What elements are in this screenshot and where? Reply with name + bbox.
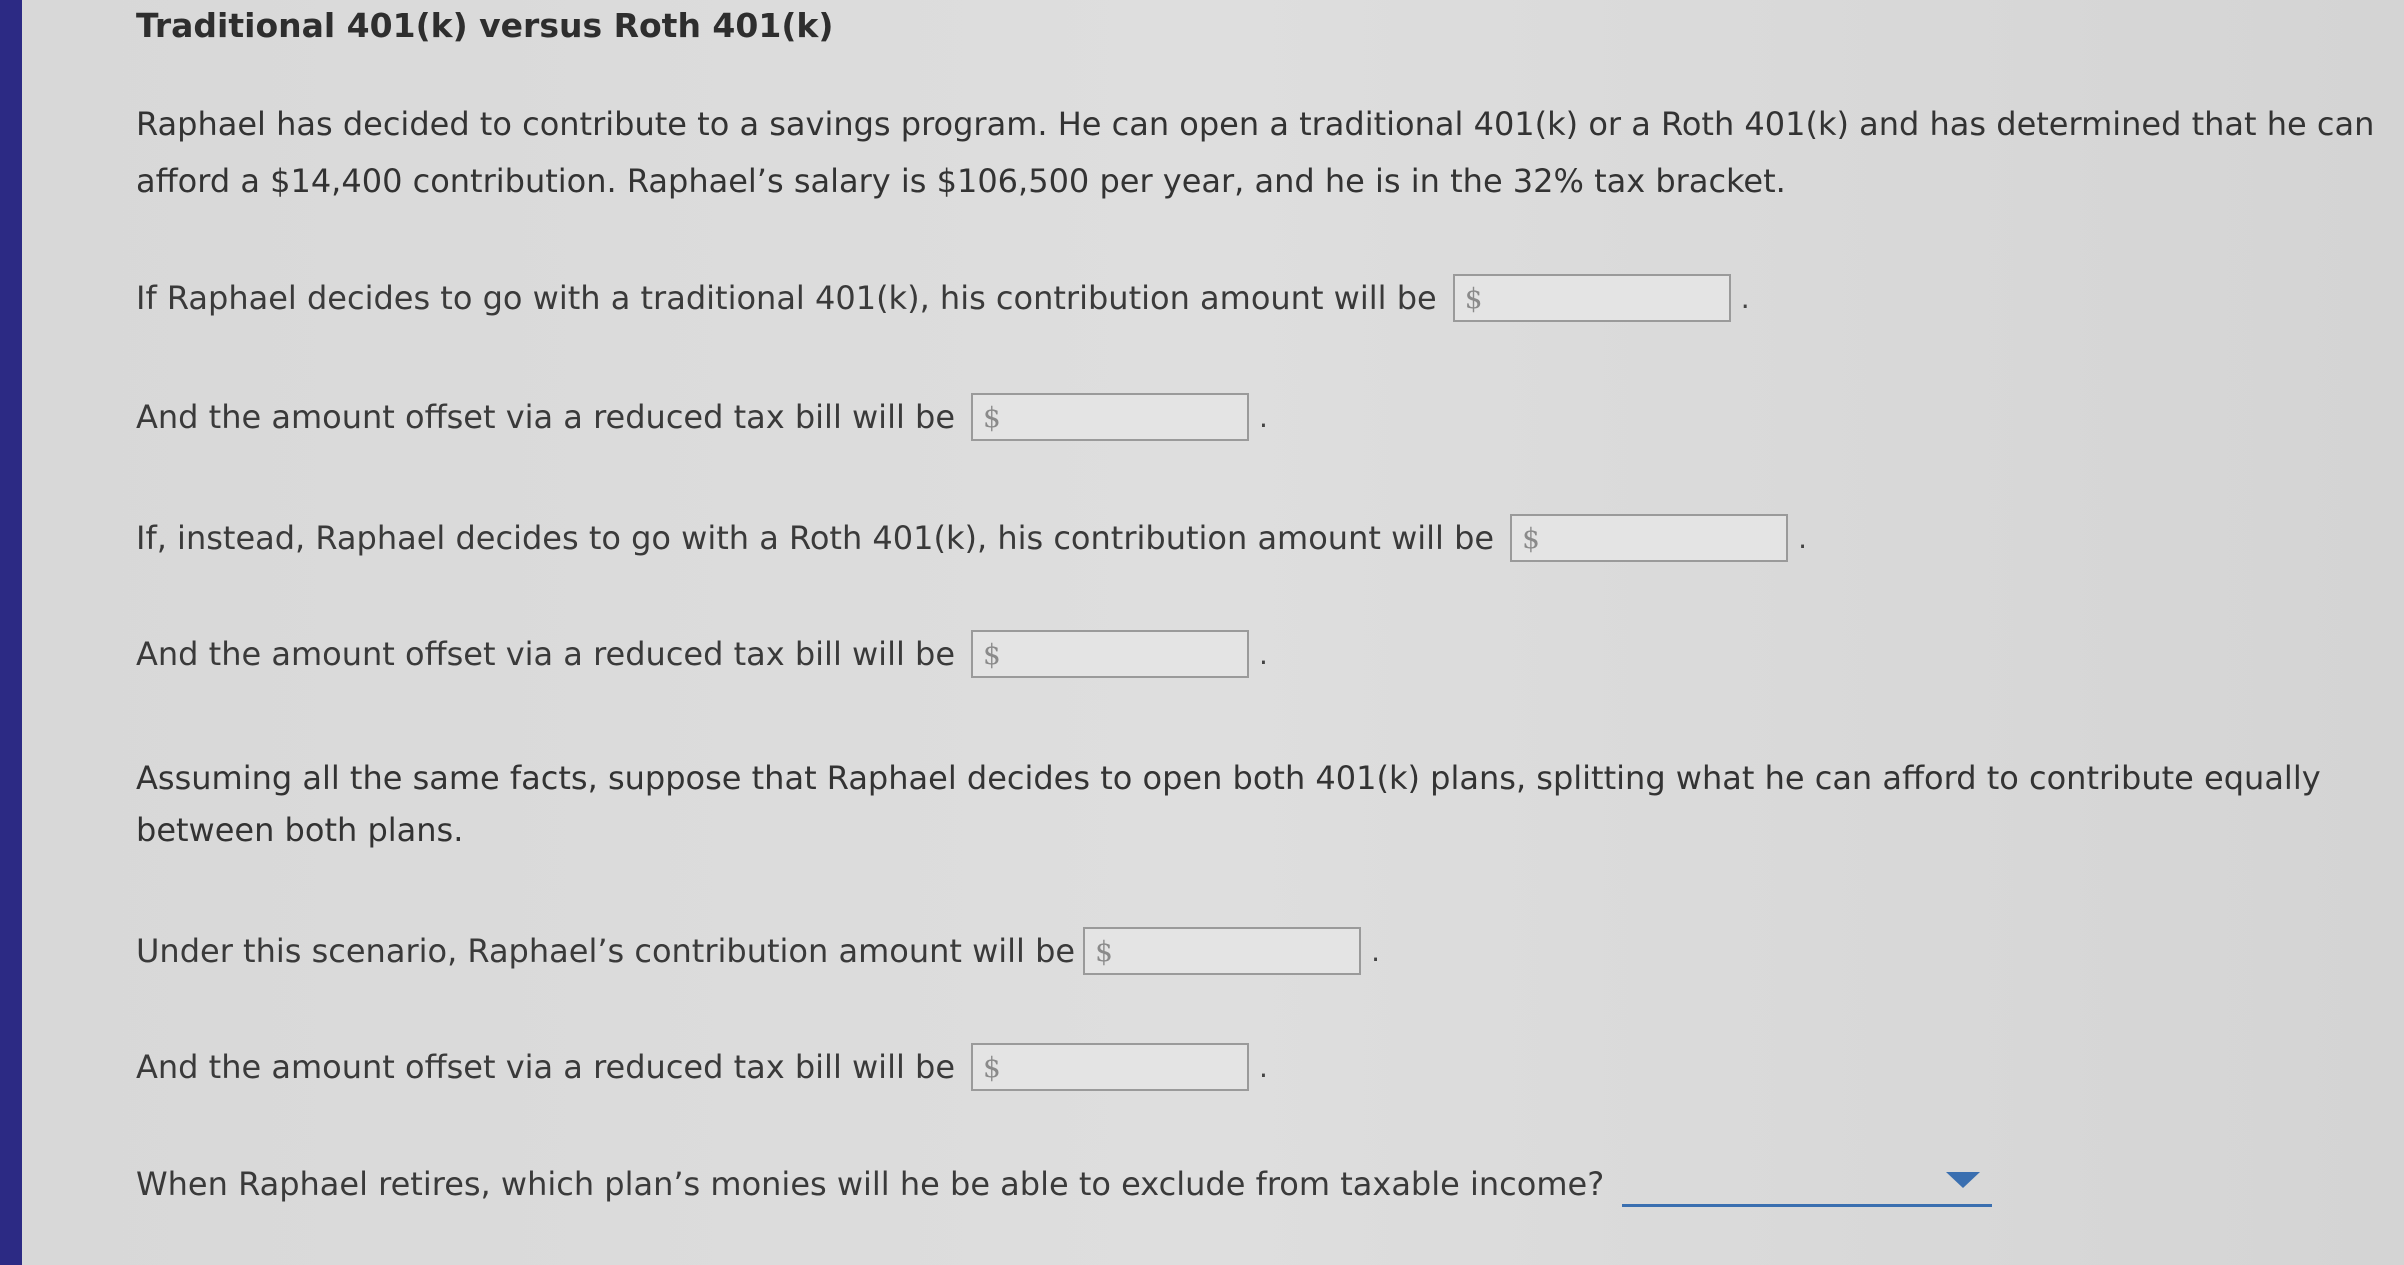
- period: .: [1371, 934, 1381, 968]
- left-accent-bar: [0, 0, 22, 1265]
- question-text: And the amount offset via a reduced tax bill will be: [136, 1048, 956, 1086]
- roth-contribution-field[interactable]: [1510, 514, 1788, 562]
- question-retirement-exclusion: [136, 1160, 1992, 1207]
- split-tax-offset-input[interactable]: [1003, 1047, 1243, 1089]
- dollar-sign: $: [983, 1051, 1001, 1084]
- traditional-contribution-field[interactable]: [1453, 274, 1731, 322]
- roth-contribution-input[interactable]: [1542, 518, 1782, 560]
- question-roth-tax-offset: [136, 630, 1268, 678]
- period: .: [1740, 281, 1750, 315]
- question-text: If, instead, Raphael decides to go with a Roth 401(k), his contribution amount will be: [136, 519, 1495, 557]
- period: .: [1798, 521, 1807, 555]
- question-roth-contribution: [136, 514, 1807, 562]
- question-traditional-contribution: [136, 274, 1750, 322]
- question-text: And the amount offset via a reduced tax bill will be: [136, 398, 956, 436]
- traditional-tax-offset-input[interactable]: [1003, 397, 1243, 439]
- question-page: [22, 0, 2404, 1265]
- problem-intro: Raphael has decided to contribute to a savings program. He can open a traditional 401(k) or a Roth 401(k) and has determined that he can afford a $14,400 contribution. Raphael’s salary is $106,500 per year, and he is in the 32% tax bracket.: [136, 105, 2375, 200]
- dollar-sign: $: [1464, 282, 1483, 315]
- traditional-tax-offset-field[interactable]: [971, 393, 1249, 441]
- dollar-sign: $: [1095, 935, 1113, 968]
- question-text: Under this scenario, Raphael’s contribution amount will be: [136, 932, 1076, 970]
- plan-dropdown[interactable]: [1622, 1160, 1992, 1207]
- period: .: [1259, 1050, 1268, 1084]
- dollar-sign: $: [983, 638, 1001, 671]
- question-traditional-tax-offset: [136, 393, 1268, 441]
- roth-tax-offset-field[interactable]: [971, 630, 1249, 678]
- period: .: [1259, 637, 1268, 671]
- question-text: When Raphael retires, which plan’s monies will he be able to exclude from taxable income?: [136, 1164, 1605, 1203]
- scenario-paragraph: Assuming all the same facts, suppose that Raphael decides to open both 401(k) plans, splitting what he can afford to contribute equally between both plans.: [136, 759, 2321, 849]
- roth-tax-offset-input[interactable]: [1003, 634, 1243, 676]
- split-contribution-input[interactable]: [1115, 931, 1355, 973]
- question-split-contribution: [136, 927, 1380, 975]
- question-text: And the amount offset via a reduced tax bill will be: [136, 635, 956, 673]
- chevron-down-icon[interactable]: [1946, 1172, 1980, 1188]
- split-contribution-field[interactable]: [1083, 927, 1361, 975]
- period: .: [1259, 400, 1268, 434]
- dollar-sign: $: [983, 401, 1001, 434]
- question-split-tax-offset: [136, 1043, 1268, 1091]
- traditional-contribution-input[interactable]: [1485, 278, 1725, 320]
- page-title: Traditional 401(k) versus Roth 401(k): [136, 6, 834, 45]
- dollar-sign: $: [1522, 522, 1540, 555]
- split-tax-offset-field[interactable]: [971, 1043, 1249, 1091]
- question-text: If Raphael decides to go with a traditional 401(k), his contribution amount will be: [136, 279, 1437, 317]
